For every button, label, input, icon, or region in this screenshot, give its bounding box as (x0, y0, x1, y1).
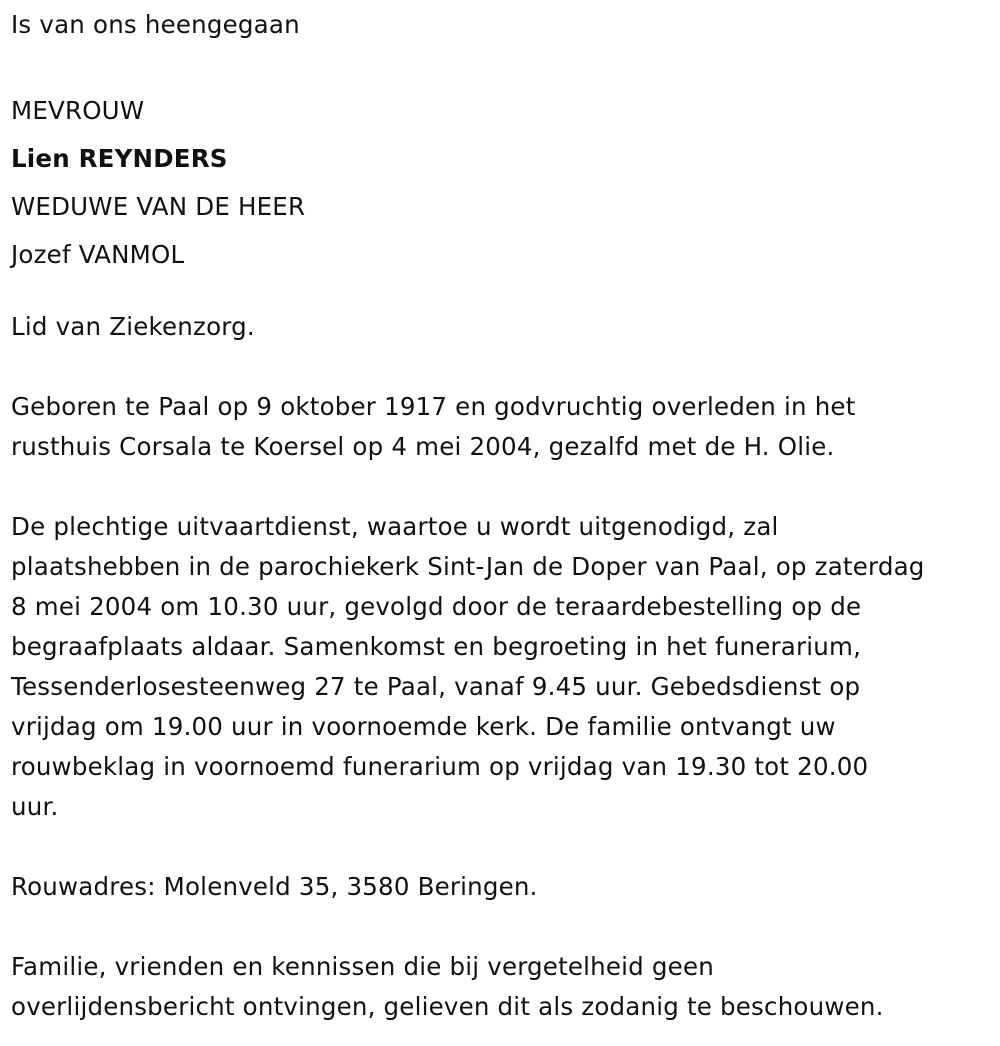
deceased-title: MEVROUW (11, 96, 145, 125)
paragraph-line: uur. (11, 792, 59, 821)
paragraph-line: Tessenderlosesteenweg 27 te Paal, vanaf 9.45 uur. Gebedsdienst op (11, 672, 861, 701)
closing-paragraph (11, 947, 991, 1027)
paragraph-line: overlijdensbericht ontvingen, gelieven dit als zodanig te beschouwen. (11, 992, 884, 1021)
paragraph-line: begraafplaats aldaar. Samenkomst en begroeting in het funerarium, (11, 632, 862, 661)
paragraph-line: rusthuis Corsala te Koersel op 4 mei 2004, gezalfd met de H. Olie. (11, 432, 835, 461)
deceased-block (11, 87, 991, 279)
paragraph-line: Geboren te Paal op 9 oktober 1917 en godvruchtig overleden in het (11, 392, 856, 421)
deceased-name: Lien REYNDERS (11, 144, 228, 173)
membership-line: Lid van Ziekenzorg. (11, 312, 255, 341)
spouse-name: Jozef VANMOL (11, 240, 185, 269)
membership-paragraph (11, 307, 991, 347)
paragraph-line: Familie, vrienden en kennissen die bij vergetelheid geen (11, 952, 714, 981)
birth-death-paragraph (11, 387, 991, 467)
death-notice (11, 0, 991, 1027)
paragraph-line: vrijdag om 19.00 uur in voornoemde kerk. De familie ontvangt uw (11, 712, 836, 741)
mourning-address: Rouwadres: Molenveld 35, 3580 Beringen. (11, 872, 538, 901)
paragraph-line: plaatshebben in de parochiekerk Sint-Jan de Doper van Paal, op zaterdag (11, 552, 925, 581)
address-paragraph (11, 867, 991, 907)
paragraph-line: De plechtige uitvaartdienst, waartoe u wordt uitgenodigd, zal (11, 512, 779, 541)
paragraph-line: rouwbeklag in voornoemd funerarium op vrijdag van 19.30 tot 20.00 (11, 752, 869, 781)
funeral-paragraph (11, 507, 991, 827)
deceased-relation: WEDUWE VAN DE HEER (11, 192, 306, 221)
paragraph-line: 8 mei 2004 om 10.30 uur, gevolgd door de teraardebestelling op de (11, 592, 862, 621)
notice-heading: Is van ons heengegaan (11, 10, 300, 39)
